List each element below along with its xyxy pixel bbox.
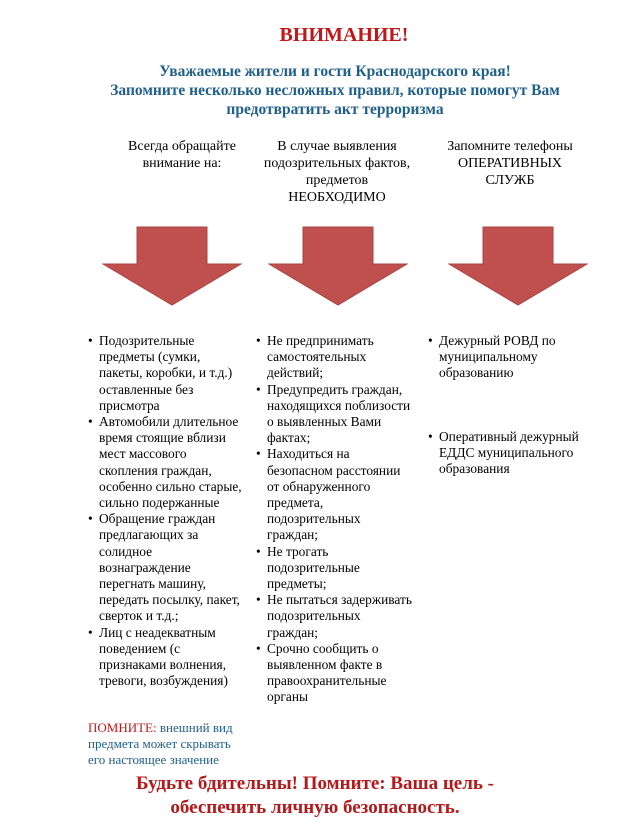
list-item [256, 641, 428, 706]
bullet-icon: • [256, 592, 261, 608]
item-line: скопления граждан, [99, 462, 212, 478]
heading-line: НЕОБХОДИМО [288, 190, 386, 205]
item-line: Не предпринимать [267, 333, 374, 348]
item-line: выявленном факте в [267, 657, 383, 673]
item-line: действий; [267, 365, 324, 381]
subtitle-line: предотвратить акт терроризма [226, 101, 444, 118]
remember-note [88, 720, 250, 768]
list-item [256, 446, 428, 543]
bullet-icon: • [88, 414, 93, 430]
item-line: Срочно сообщить о [267, 640, 379, 656]
heading-line: СЛУЖБ [485, 173, 535, 188]
heading-line: внимание на: [142, 156, 222, 171]
heading-line: В случае выявления [277, 139, 397, 154]
item-line: фактах; [267, 430, 311, 446]
item-line: самостоятельных [267, 349, 367, 365]
item-line: образования [439, 461, 510, 477]
attention-list [88, 333, 258, 689]
bullet-icon: • [256, 381, 261, 397]
heading-line: Всегда обращайте [128, 139, 236, 154]
item-line: находящихся поблизости [267, 397, 411, 413]
item-line: Лиц с неадекватным [99, 624, 216, 640]
bullet-icon: • [428, 428, 433, 444]
item-line: Дежурный РОВД по [439, 333, 556, 348]
bullet-icon: • [256, 333, 261, 348]
item-line: правоохранительные [267, 673, 387, 689]
note-text: предмета может скрывать [88, 736, 231, 751]
item-line: Автомобили длительное [99, 414, 239, 430]
heading-line: ОПЕРАТИВНЫХ [457, 156, 563, 171]
item-line: от обнаруженного [267, 478, 371, 494]
list-item [88, 625, 258, 690]
item-line: органы [267, 689, 308, 705]
item-line: передать посылку, пакет, [99, 592, 240, 608]
note-text: внешний вид [159, 720, 233, 735]
item-line: предмета, [267, 495, 324, 511]
item-line: о выявленных Вами [267, 414, 382, 430]
item-line: особенно сильно старые, [99, 478, 242, 494]
item-line: предметы; [267, 576, 327, 592]
item-line: подозрительных [267, 608, 361, 624]
list-item [428, 429, 603, 478]
actions-list [256, 333, 428, 706]
list-item [88, 511, 258, 624]
subtitle-line: Запомните несколько несложных правил, которые помогут Вам [110, 82, 560, 99]
bullet-icon: • [256, 446, 261, 462]
list-item [88, 333, 258, 414]
item-line: присмотра [99, 397, 160, 413]
list-item [88, 414, 258, 511]
page-title: ВНИМАНИЕ! [279, 24, 409, 46]
column-heading-actions [252, 138, 422, 206]
footer-slogan [0, 772, 630, 820]
item-line: муниципальному [439, 349, 538, 365]
item-line: Подозрительные [99, 333, 195, 348]
note-label: ПОМНИТЕ: [88, 720, 157, 735]
item-line: сверток и т.д.; [99, 608, 179, 624]
item-line: поведением (с [99, 640, 181, 656]
item-line: подозрительные [267, 559, 360, 575]
list-item [256, 333, 428, 382]
item-line: образованию [439, 365, 514, 381]
heading-line: подозрительных фактов, [263, 156, 411, 171]
item-line: граждан; [267, 624, 319, 640]
item-line: Предупредить граждан, [267, 381, 403, 397]
item-line: безопасном расстоянии [267, 462, 401, 478]
item-line: мест массового [99, 446, 187, 462]
heading-line: Запомните телефоны [447, 139, 573, 154]
list-item [256, 544, 428, 593]
bullet-icon: • [256, 640, 261, 656]
item-line: признаками волнения, [99, 657, 227, 673]
subtitle-line: Уважаемые жители и гости Краснодарского края! [159, 63, 511, 80]
item-line: Обращение граждан [99, 511, 216, 527]
down-arrow-icon [448, 226, 588, 306]
note-text: его настоящее значение [88, 752, 219, 767]
item-line: Не пытаться задерживать [267, 592, 412, 608]
bullet-icon: • [256, 543, 261, 559]
item-line: оставленные без [99, 381, 194, 397]
item-line: предметы (сумки, [99, 349, 201, 365]
item-line: граждан; [267, 527, 319, 543]
subtitle [60, 62, 610, 119]
down-arrow-icon [102, 226, 242, 306]
bullet-icon: • [428, 333, 433, 348]
item-line: сильно подержанные [99, 495, 220, 511]
item-line: солидное [99, 543, 153, 559]
item-line: предлагающих за [99, 527, 199, 543]
footer-line: обеспечить личную безопасность. [170, 797, 460, 818]
down-arrow-icon [268, 226, 408, 306]
item-line: пакеты, коробки, и т.д.) [99, 365, 233, 381]
item-line: Не трогать [267, 543, 329, 559]
item-line: Оперативный дежурный [439, 428, 579, 444]
item-line: подозрительных [267, 511, 361, 527]
list-item [428, 333, 603, 382]
item-line: перегнать машину, [99, 576, 206, 592]
list-item [256, 382, 428, 447]
column-heading-attention [92, 138, 272, 172]
item-line: вознаграждение [99, 559, 191, 575]
bullet-icon: • [88, 624, 93, 640]
item-line: Находиться на [267, 446, 350, 462]
heading-line: предметов [305, 173, 369, 188]
bullet-icon: • [88, 511, 93, 527]
item-line: тревоги, возбуждения) [99, 673, 228, 689]
list-item [256, 592, 428, 641]
item-line: ЕДДС муниципального [439, 444, 574, 460]
footer-line: Будьте бдительны! Помните: Ваша цель - [136, 773, 494, 794]
item-line: время стоящие вблизи [99, 430, 226, 446]
phones-list [428, 333, 603, 477]
column-heading-phones [430, 138, 590, 189]
bullet-icon: • [88, 333, 93, 348]
